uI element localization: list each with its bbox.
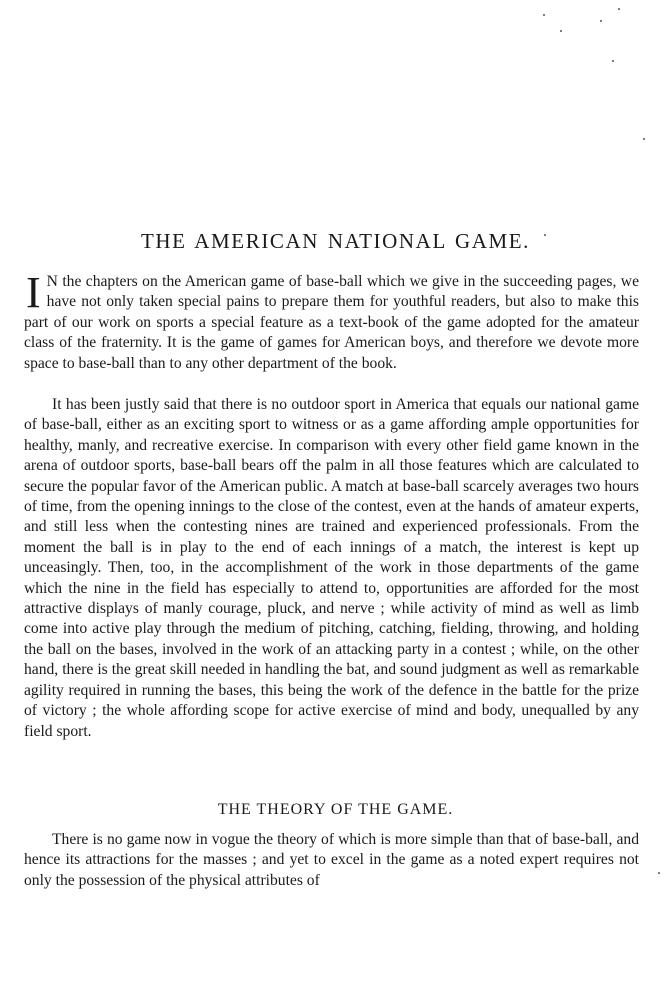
print-speck <box>600 20 602 22</box>
third-paragraph-block <box>24 830 639 891</box>
print-speck <box>544 234 546 236</box>
drop-cap: I <box>26 268 41 317</box>
section-heading: THE THEORY OF THE GAME. <box>217 801 454 818</box>
print-speck <box>618 8 620 10</box>
third-paragraph: There is no game now in vogue the theory of which is more simple than that of base-ball, and hence its attractions for the masses ; and yet to excel in the game as a noted expert requires not only the possession of the physical attributes of <box>24 831 639 889</box>
chapter-title: THE AMERICAN NATIONAL GAME. <box>140 229 531 253</box>
second-paragraph: It has been justly said that there is no outdoor sport in America that equals our national game of base-ball, either as an exciting sport to witness or as a game affording ample opportunities for healthy, manly, and recreative exercise. In comparison with every other field game known in the arena of outdoor sports, base-ball bears off the palm in all those features which are calculated to secure the popular favor of the American public. A match at base-ball scarcely averages two hours of time, from the opening innings to the close of the contest, even at the hands of amateur experts, and still less when the contesting nines are trained and experienced professionals. From the moment the ball is in play to the end of each innings of a match, the interest is kept up unceasingly. Then, too, in the accomplishment of the work in those departments of the game which the nine in the field has especially to attend to, opportunities are afforded for the most attractive displays of manly courage, pluck, and nerve ; while activity of mind as well as limb come into active play through the medium of pitching, catching, fielding, throwing, and holding the ball on the bases, involved in the work of an attacking party in a contest ; while, on the other hand, there is the great skill needed in handling the bat, and sound judgment as well as remarkable agility required in running the bases, this being the work of the defence in the battle for the prize of victory ; the whole affording scope for active exercise of mind and body, unequalled by any field sport. <box>24 396 639 740</box>
print-speck <box>658 872 660 874</box>
print-speck <box>560 30 562 32</box>
intro-paragraph-text: N the chapters on the American game of base-ball which we give in the succeeding pages, we have not only taken special pains to prepare them for youthful readers, but also to make this part of our work on sports a special feature as a text-book of the game adopted for the amateur class of the fraternity. It is the game of games for American boys, and therefore we devote more space to base-ball than to any other department of the book. <box>24 273 639 372</box>
intro-paragraph <box>24 268 639 374</box>
intro-paragraph-block <box>24 268 639 374</box>
print-speck <box>643 138 645 140</box>
print-speck <box>543 14 545 16</box>
second-paragraph-block <box>24 395 639 742</box>
print-speck <box>612 60 614 62</box>
